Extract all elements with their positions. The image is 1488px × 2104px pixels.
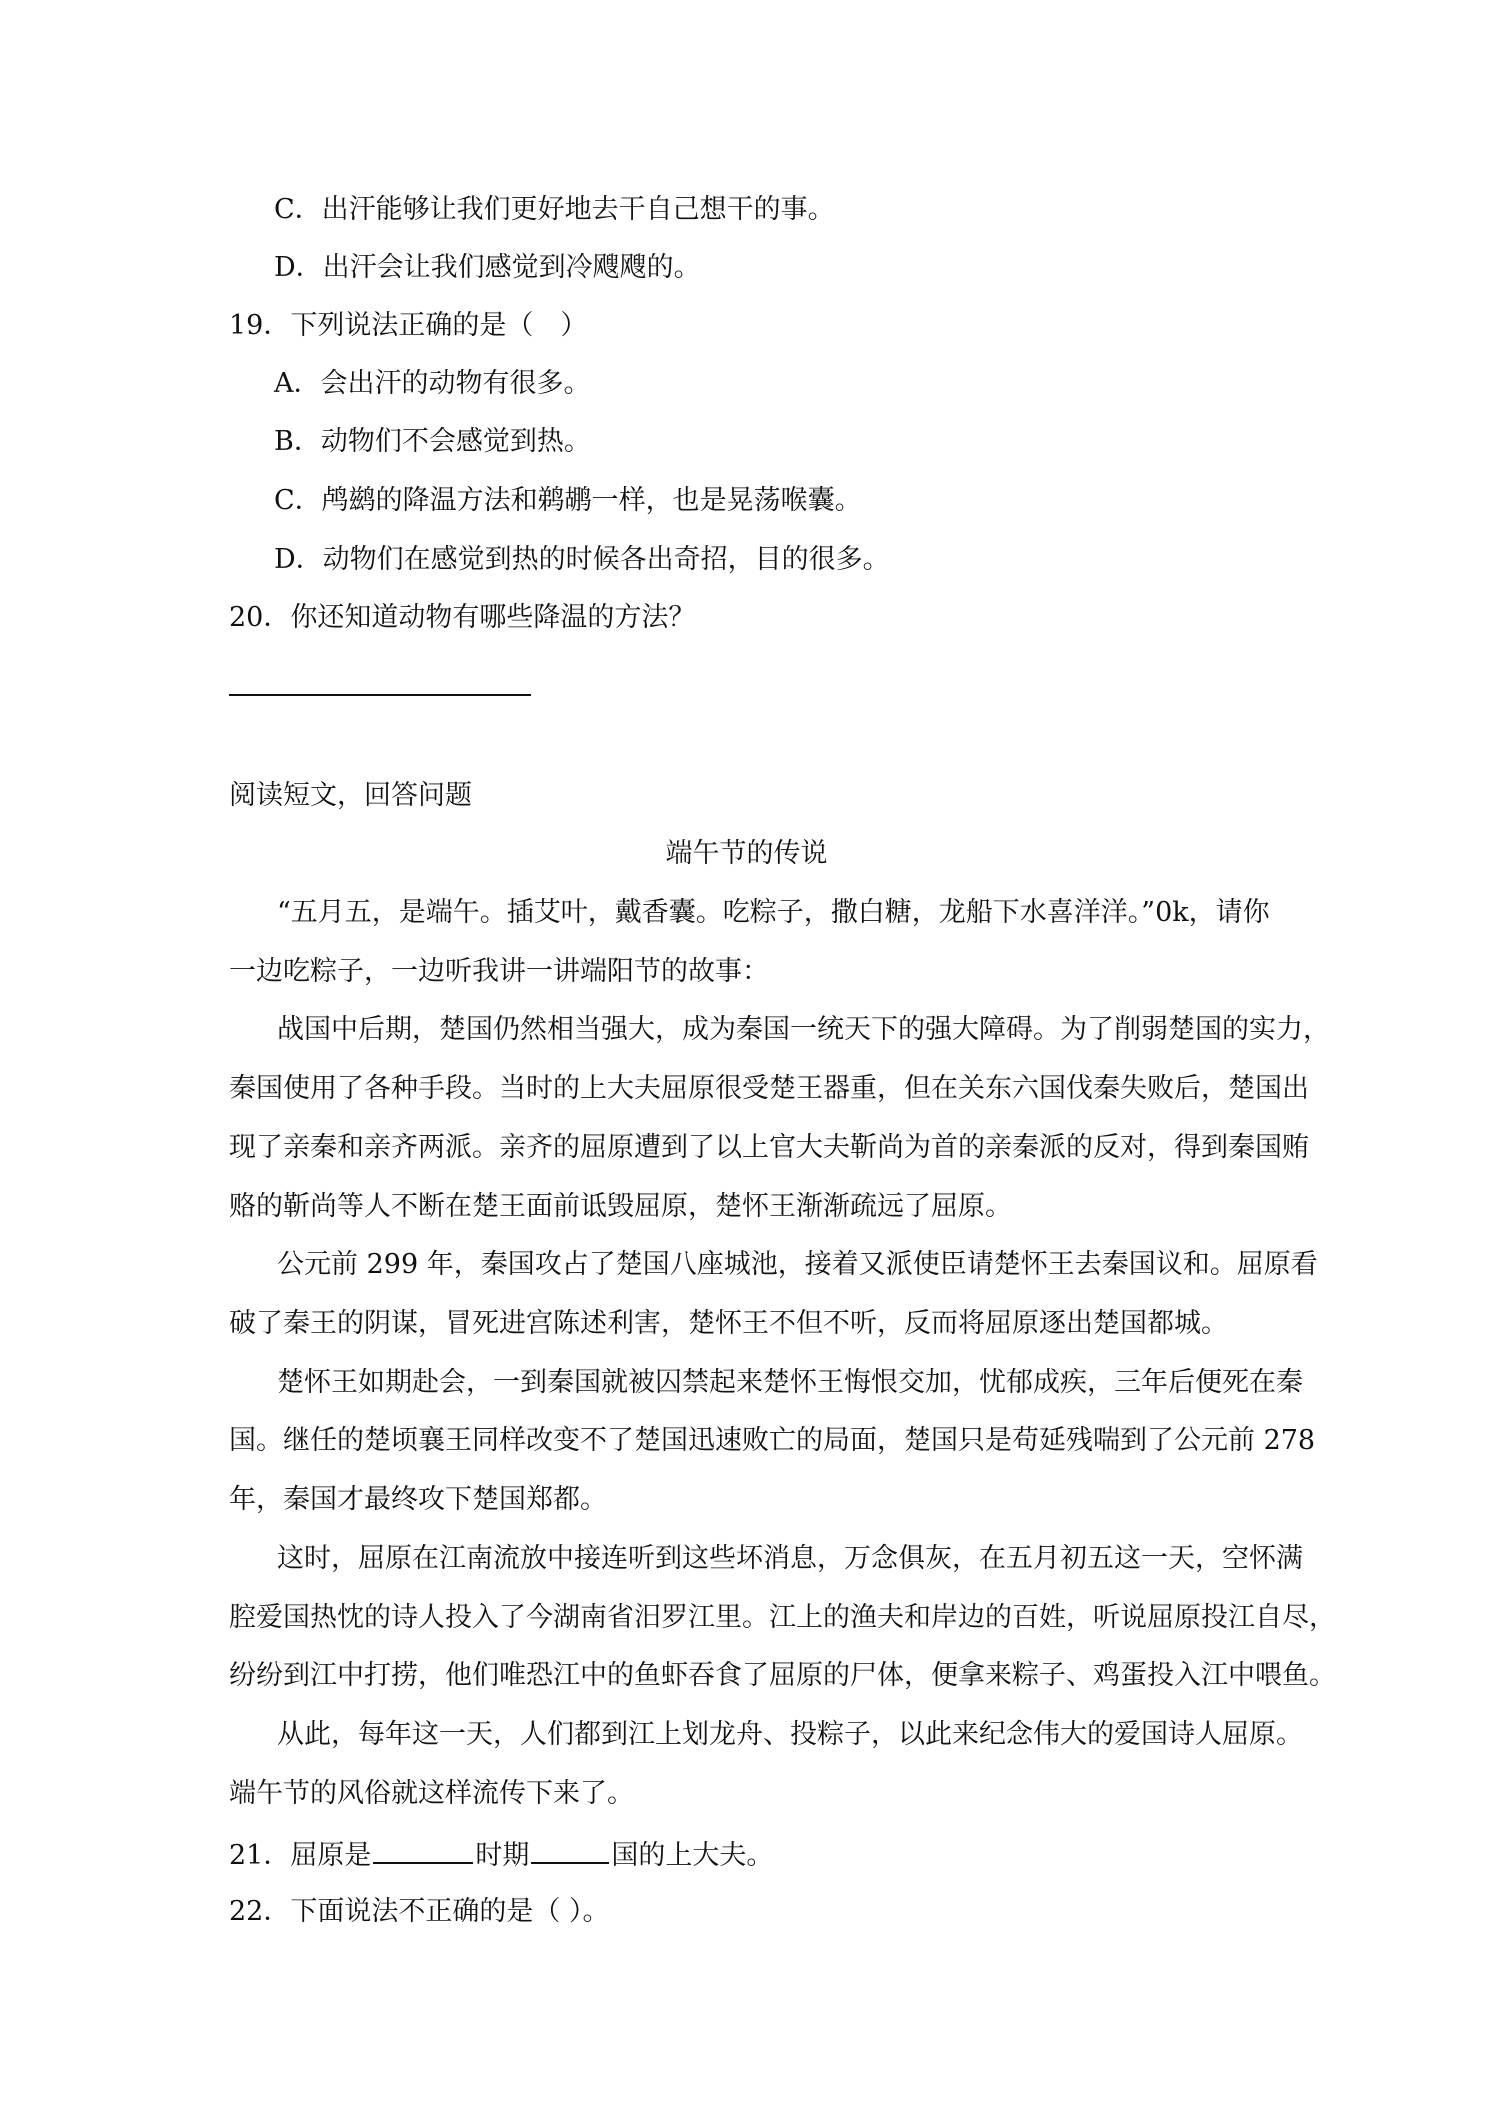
passage-p2-line4: 赂的靳尚等人不断在楚王面前诋毁屈原，楚怀王渐渐疏远了屈原。 bbox=[229, 1191, 1012, 1222]
q20-stem: 20．你还知道动物有哪些降温的方法？ bbox=[229, 602, 696, 633]
q19-option-a: A．会出汗的动物有很多。 bbox=[274, 368, 591, 399]
passage-p6-line1: 从此，每年这一天，人们都到江上划龙舟、投粽子，以此来纪念伟大的爱国诗人屈原。 bbox=[277, 1719, 1303, 1750]
q21-text-part1: 21．屈原是 bbox=[229, 1840, 372, 1871]
passage-p4-line3: 年，秦国才最终攻下楚国郑都。 bbox=[229, 1484, 607, 1515]
q21-text-part2: 时期 bbox=[475, 1840, 530, 1871]
q21-text-part3: 国的上大夫。 bbox=[611, 1840, 774, 1871]
passage-p4-line2: 国。继任的楚顷襄王同样改变不了楚国迅速败亡的局面，楚国只是苟延残喘到了公元前 278 bbox=[229, 1425, 1316, 1456]
q19-option-b: B．动物们不会感觉到热。 bbox=[274, 426, 591, 457]
passage-p5-line2: 腔爱国热忱的诗人投入了今湖南省汨罗江里。江上的渔夫和岸边的百姓，听说屈原投江自尽， bbox=[229, 1602, 1336, 1633]
q18-option-c: C．出汗能够让我们更好地去干自己想干的事。 bbox=[274, 194, 835, 225]
q18-option-d: D．出汗会让我们感觉到冷飕飕的。 bbox=[274, 252, 701, 283]
passage-title: 端午节的传说 bbox=[665, 838, 828, 869]
passage-p5-line3: 纷纷到江中打捞，他们唯恐江中的鱼虾吞食了屈原的尸体，便拿来粽子、鸡蛋投入江中喂鱼。 bbox=[229, 1660, 1336, 1691]
reading-instruction: 阅读短文，回答问题 bbox=[229, 780, 472, 811]
passage-p6-line2: 端午节的风俗就这样流传下来了。 bbox=[229, 1778, 634, 1809]
passage-p5-line1: 这时，屈原在江南流放中接连听到这些坏消息，万念俱灰，在五月初五这一天，空怀满 bbox=[277, 1543, 1303, 1574]
q22-stem: 22．下面说法不正确的是（ ）。 bbox=[229, 1896, 610, 1927]
q21-blank-period[interactable] bbox=[373, 1836, 473, 1864]
passage-p2-line3: 现了亲秦和亲齐两派。亲齐的屈原遭到了以上官大夫靳尚为首的亲秦派的反对，得到秦国贿 bbox=[229, 1132, 1309, 1163]
passage-p3-line2: 破了秦王的阴谋，冒死进宫陈述利害，楚怀王不但不听，反而将屈原逐出楚国都城。 bbox=[229, 1308, 1228, 1339]
q19-option-d: D．动物们在感觉到热的时候各出奇招，目的很多。 bbox=[274, 544, 890, 575]
passage-p2-line2: 秦国使用了各种手段。当时的上大夫屈原很受楚王器重，但在关东六国伐秦失败后，楚国出 bbox=[229, 1073, 1309, 1104]
q21-line bbox=[229, 1836, 773, 1873]
passage-p2-line1: 战国中后期，楚国仍然相当强大，成为秦国一统天下的强大障碍。为了削弱楚国的实力， bbox=[277, 1014, 1330, 1045]
q21-blank-state[interactable] bbox=[531, 1836, 609, 1864]
q20-answer-line[interactable] bbox=[229, 694, 531, 696]
passage-p1-line1: “五月五，是端午。插艾叶，戴香囊。吃粽子，撒白糖，龙船下水喜洋洋。”0k，请你 bbox=[277, 897, 1270, 928]
passage-p3-line1: 公元前 299 年，秦国攻占了楚国八座城池，接着又派使臣请楚怀王去秦国议和。屈原看 bbox=[277, 1249, 1318, 1280]
passage-p4-line1: 楚怀王如期赴会，一到秦国就被囚禁起来楚怀王悔恨交加，忧郁成疾，三年后便死在秦 bbox=[277, 1367, 1303, 1398]
passage-p1-line2: 一边吃粽子，一边听我讲一讲端阳节的故事： bbox=[229, 956, 769, 987]
q19-option-c: C．鸬鹚的降温方法和鹈鹕一样，也是晃荡喉囊。 bbox=[274, 485, 862, 516]
q19-stem: 19．下列说法正确的是（ ） bbox=[229, 310, 588, 341]
